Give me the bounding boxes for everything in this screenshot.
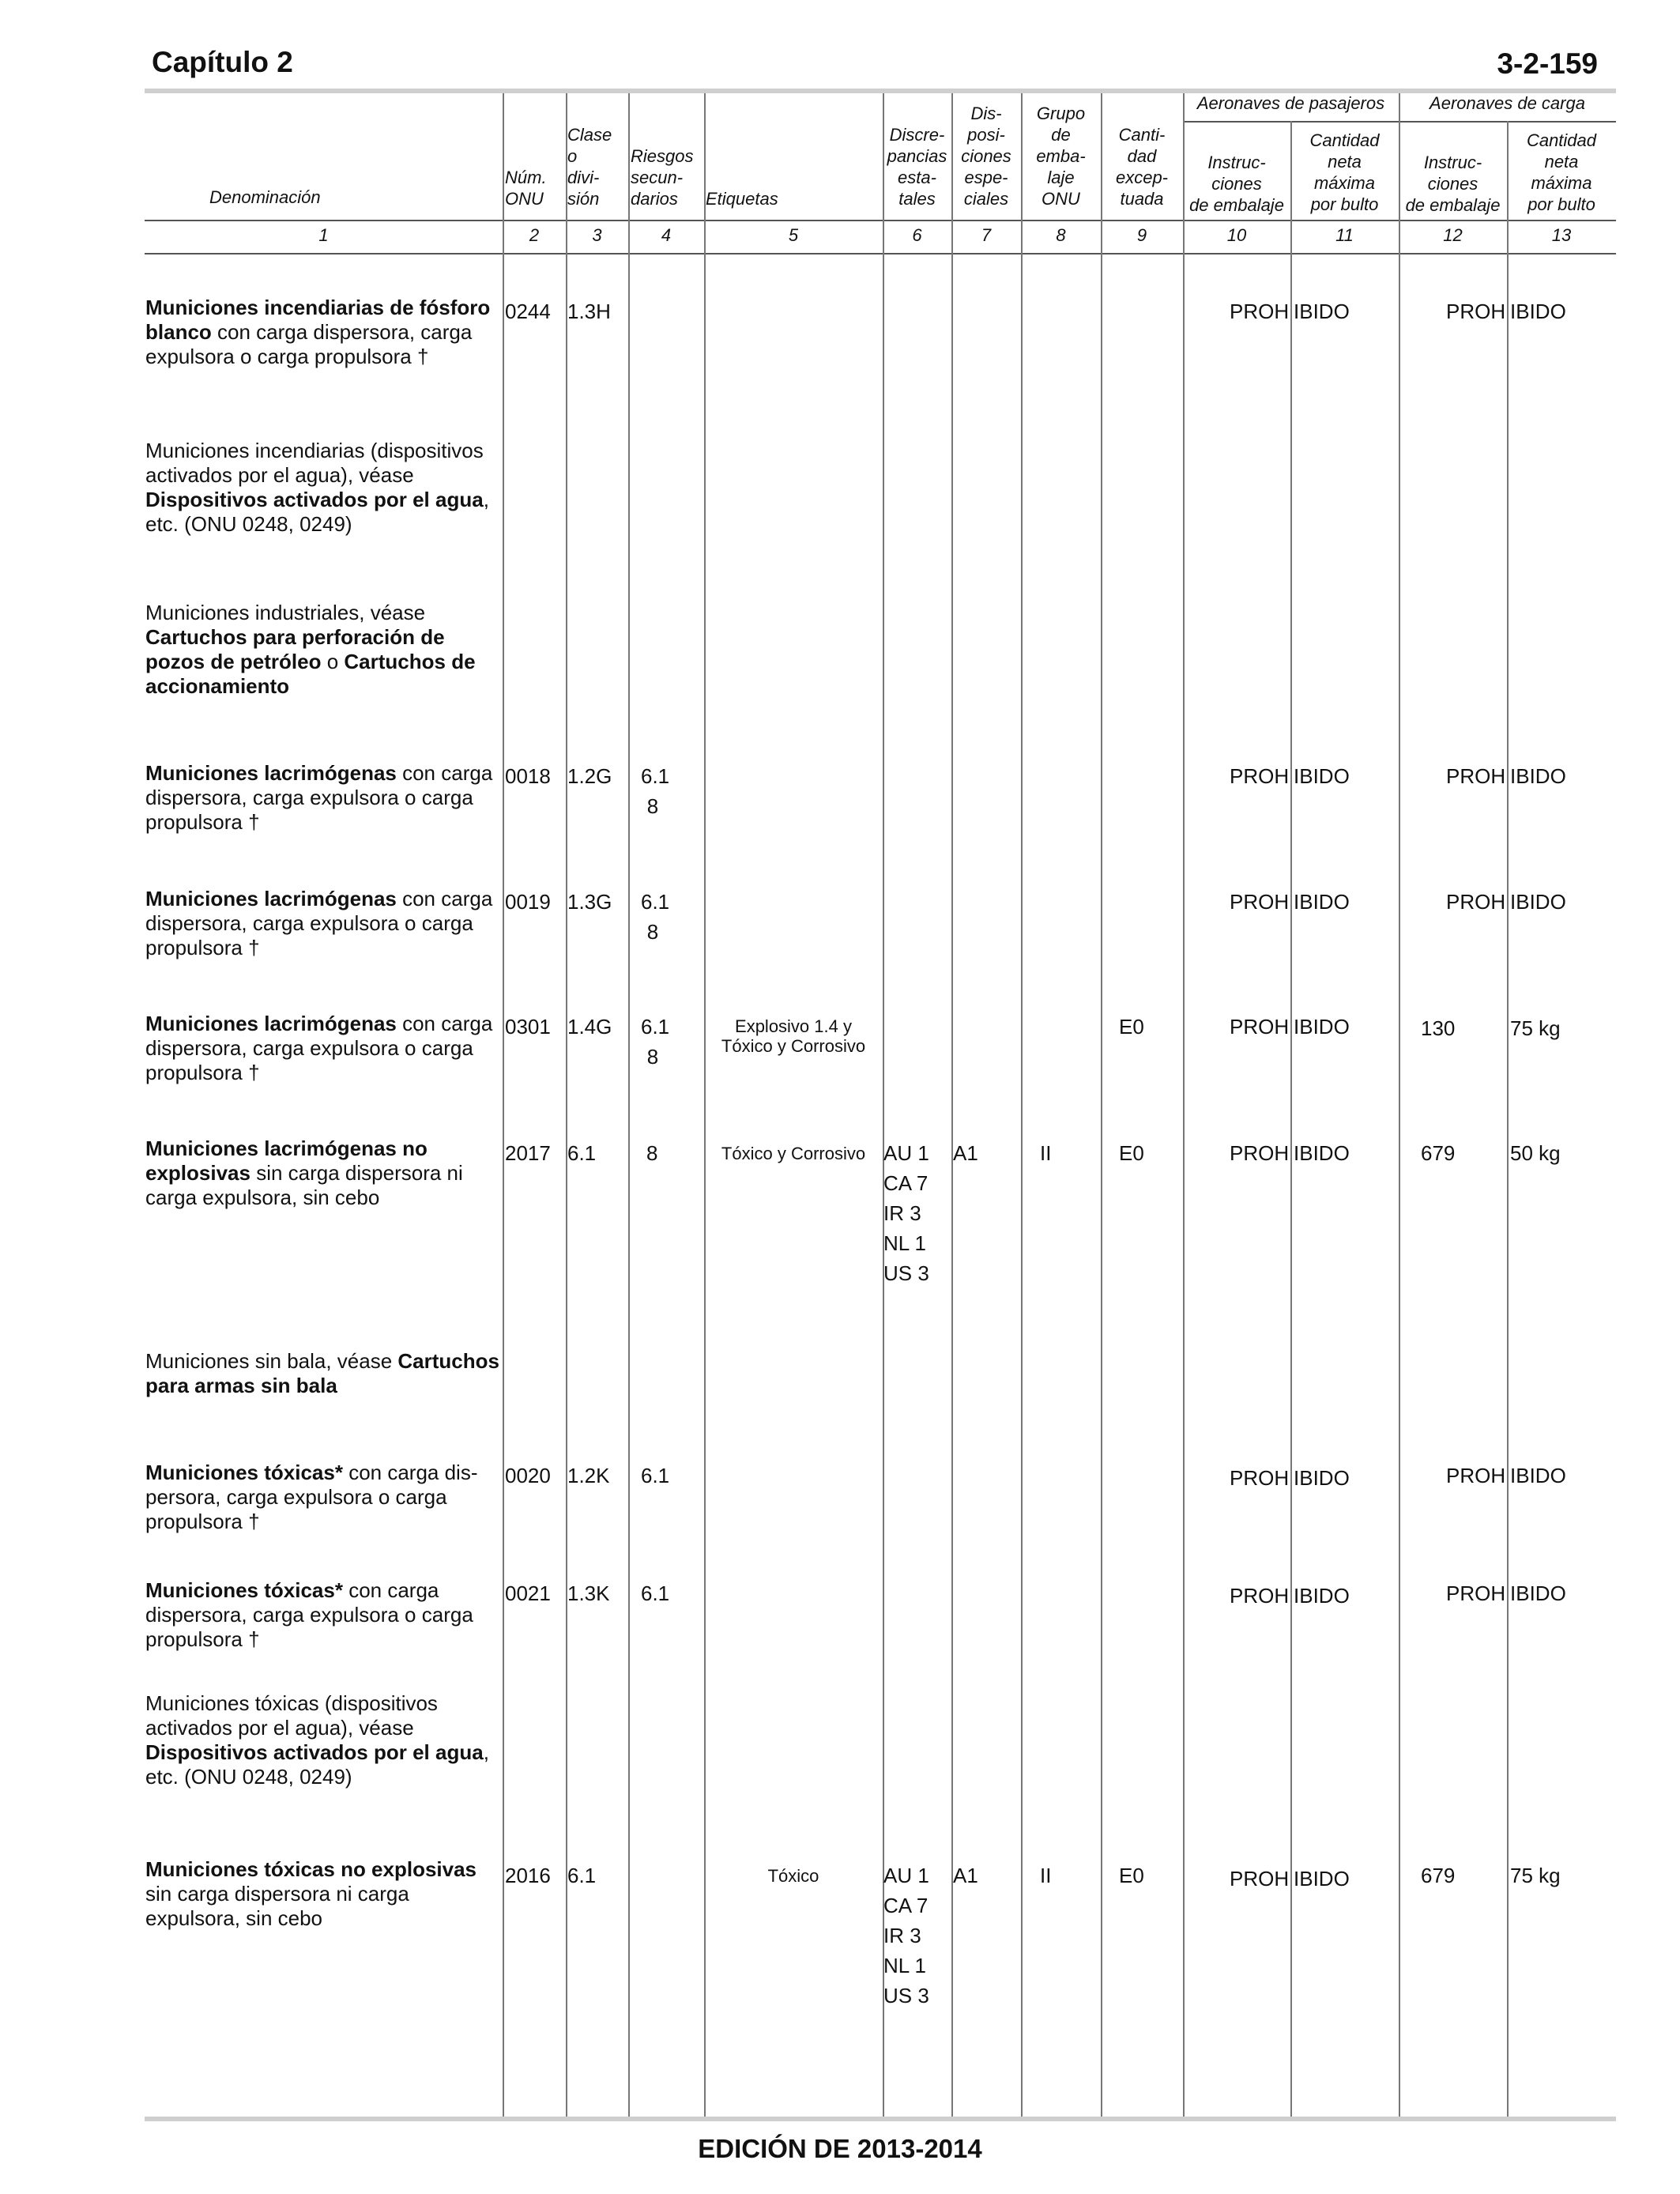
col-number: 10 xyxy=(1226,225,1247,245)
class-division: 1.4G xyxy=(567,1015,612,1039)
cargo-max-quantity: 75 kg xyxy=(1510,1016,1561,1040)
special-provisions: A1 xyxy=(953,1141,978,1165)
cargo-prohibited: IBIDO xyxy=(1510,890,1566,914)
cargo-prohibited: IBIDO xyxy=(1510,764,1566,788)
subsidiary-risks: 6.1 xyxy=(641,1464,670,1487)
pax-prohibited: PROH xyxy=(1230,1015,1290,1039)
excepted-quantity: E0 xyxy=(1119,1015,1144,1039)
hazard-labels: Explosivo 1.4 y Tóxico y Corrosivo xyxy=(721,1016,866,1056)
packing-group: II xyxy=(1040,1141,1052,1165)
un-number: 0021 xyxy=(505,1581,551,1605)
subsidiary-risks: 6.1 8 xyxy=(641,1015,670,1069)
entry-denomination: Municiones incendiarias de fósforo blanco con carga dispersora, carga expulsora o carga propulsora † xyxy=(145,296,491,368)
hazard-labels: Tóxico xyxy=(767,1866,819,1886)
entry-denomination: Municiones lacrimógenas con carga dispersora, carga expulsora o carga propulsora † xyxy=(145,887,493,959)
cargo-prohibited: PROH xyxy=(1446,764,1506,788)
cargo-packing-instruction: 679 xyxy=(1421,1864,1456,1887)
class-division: 1.3H xyxy=(567,300,611,323)
column-line xyxy=(704,93,706,2117)
cross-reference-entry: Municiones tóxicas (dispositivos activados por el agua), véase Dispositivos activados por el agua, etc. (ONU 0248, 0249) xyxy=(145,1691,489,1789)
col-header-excepted-quantity: Canti- dad excep- tuada xyxy=(1115,125,1169,209)
un-number: 0018 xyxy=(505,764,551,788)
class-division: 1.3K xyxy=(567,1581,610,1605)
pax-prohibited: IBIDO xyxy=(1294,1141,1350,1165)
pax-prohibited: PROH xyxy=(1230,1584,1290,1608)
col-header-packing-group: Grupo de emba- laje ONU xyxy=(1036,104,1086,209)
column-line xyxy=(951,93,953,2117)
cargo-prohibited: PROH xyxy=(1446,1464,1506,1487)
pax-prohibited: IBIDO xyxy=(1294,890,1350,914)
col-number: 13 xyxy=(1551,225,1572,245)
pax-prohibited: IBIDO xyxy=(1294,1466,1350,1490)
class-division: 1.3G xyxy=(567,890,612,914)
pax-prohibited: IBIDO xyxy=(1294,300,1350,323)
cargo-prohibited: IBIDO xyxy=(1510,300,1566,323)
un-number: 0020 xyxy=(505,1464,551,1487)
cargo-prohibited: PROH xyxy=(1446,1581,1506,1605)
col-number: 9 xyxy=(1136,225,1147,245)
excepted-quantity: E0 xyxy=(1119,1141,1144,1165)
cargo-max-quantity: 50 kg xyxy=(1510,1141,1561,1165)
entry-denomination: Municiones lacrimógenas con carga dispersora, carga expulsora o carga propulsora † xyxy=(145,1012,493,1084)
col-number: 2 xyxy=(529,225,540,245)
class-division: 6.1 xyxy=(567,1864,597,1887)
hazard-labels: Tóxico y Corrosivo xyxy=(721,1144,866,1163)
pax-prohibited: PROH xyxy=(1230,300,1290,323)
cross-reference-entry: Municiones sin bala, véase Cartuchos para armas sin bala xyxy=(145,1349,499,1397)
pax-prohibited: PROH xyxy=(1230,1867,1290,1891)
col-header-cargo-packing-instructions: Instruc- ciones de embalaje xyxy=(1405,153,1501,215)
cargo-max-quantity: 75 kg xyxy=(1510,1864,1561,1887)
col-number: 7 xyxy=(981,225,992,245)
column-line xyxy=(503,93,504,2117)
cargo-prohibited: IBIDO xyxy=(1510,1464,1566,1487)
entry-denomination: Municiones tóxicas* con carga dispersora, carga expulsora o carga propulsora † xyxy=(145,1578,473,1651)
excepted-quantity: E0 xyxy=(1119,1864,1144,1887)
cargo-packing-instruction: 679 xyxy=(1421,1141,1456,1165)
chapter-title: Capítulo 2 xyxy=(152,46,293,78)
col-header-state-variations: Discre- pancias esta- tales xyxy=(887,125,947,209)
col-number: 8 xyxy=(1056,225,1066,245)
packing-group: II xyxy=(1040,1864,1052,1887)
column-line xyxy=(1183,93,1185,2117)
column-line xyxy=(628,93,630,2117)
col-header-class: Clase o divi- sión xyxy=(567,125,612,209)
col-header-special-provisions: Dis- posi- ciones espe- ciales xyxy=(961,104,1011,209)
pax-prohibited: IBIDO xyxy=(1294,1015,1350,1039)
col-header-denominacion: Denominación xyxy=(209,187,321,207)
subsidiary-risks: 6.1 8 xyxy=(641,890,670,944)
pax-prohibited: IBIDO xyxy=(1294,1584,1350,1608)
entry-denomination: Municiones lacrimógenas no explosivas sin carga dispersora ni carga expulsora, sin cebo xyxy=(145,1137,463,1209)
col-header-pax-packing-instructions: Instruc- ciones de embalaje xyxy=(1189,153,1284,215)
col-header-subsidiary-risks: Riesgos secun- darios xyxy=(631,146,694,209)
entry-denomination: Municiones lacrimógenas con carga dispersora, carga expulsora o carga propulsora † xyxy=(145,761,493,834)
pax-prohibited: PROH xyxy=(1230,890,1290,914)
subsidiary-risks: 6.1 8 xyxy=(641,764,670,818)
un-number: 0301 xyxy=(505,1015,551,1039)
pax-prohibited: IBIDO xyxy=(1294,764,1350,788)
column-line xyxy=(1507,121,1509,2117)
column-line xyxy=(883,93,884,2117)
state-variations: AU 1 CA 7 IR 3 NL 1 US 3 xyxy=(883,1864,929,2007)
header-divider xyxy=(145,220,1616,221)
col-number: 1 xyxy=(318,225,329,245)
cargo-packing-instruction: 130 xyxy=(1421,1016,1456,1040)
cargo-prohibited: PROH xyxy=(1446,300,1506,323)
subsidiary-risks: 8 xyxy=(646,1141,658,1165)
cargo-prohibited: PROH xyxy=(1446,890,1506,914)
un-number: 0019 xyxy=(505,890,551,914)
pax-prohibited: PROH xyxy=(1230,1141,1290,1165)
col-header-passenger-aircraft: Aeronaves de pasajeros xyxy=(1196,93,1385,113)
col-header-pax-max-net-quantity: Cantidad neta máxima por bulto xyxy=(1309,130,1380,214)
cross-reference-entry: Municiones industriales, véase Cartuchos para perforación de pozos de petróleo o Cartuchos de accionamiento xyxy=(145,601,476,698)
number-row-divider xyxy=(145,253,1616,254)
col-number: 12 xyxy=(1443,225,1463,245)
col-number: 3 xyxy=(592,225,602,245)
column-line xyxy=(1021,93,1023,2117)
class-division: 6.1 xyxy=(567,1141,597,1165)
un-number: 2016 xyxy=(505,1864,551,1887)
pax-prohibited: PROH xyxy=(1230,764,1290,788)
bottom-rule xyxy=(145,2117,1616,2121)
col-number: 5 xyxy=(788,225,799,245)
col-header-cargo-max-net-quantity: Cantidad neta máxima por bulto xyxy=(1526,130,1597,214)
class-division: 1.2K xyxy=(567,1464,610,1487)
column-line xyxy=(1290,121,1292,2117)
col-number: 4 xyxy=(661,225,672,245)
col-number: 6 xyxy=(912,225,922,245)
col-header-un-number: Núm. ONU xyxy=(505,168,547,209)
subsidiary-risks: 6.1 xyxy=(641,1581,670,1605)
cross-reference-entry: Municiones incendiarias (dispositivos activados por el agua), véase Dispositivos activados por el agua, etc. (ONU 0248, 0249) xyxy=(145,439,489,536)
column-line xyxy=(1101,93,1102,2117)
column-line xyxy=(1399,93,1400,2117)
entry-denomination: Municiones tóxicas* con carga dis-persora, carga expulsora o carga propulsora † xyxy=(145,1461,478,1533)
special-provisions: A1 xyxy=(953,1864,978,1887)
column-line xyxy=(566,93,567,2117)
col-header-cargo-aircraft: Aeronaves de carga xyxy=(1430,93,1585,113)
entry-denomination: Municiones tóxicas no explosivas sin carga dispersora ni carga expulsora, sin cebo xyxy=(145,1857,477,1930)
state-variations: AU 1 CA 7 IR 3 NL 1 US 3 xyxy=(883,1141,929,1285)
col-header-labels: Etiquetas xyxy=(706,189,778,209)
un-number: 2017 xyxy=(505,1141,551,1165)
edition-footer: EDICIÓN DE 2013-2014 xyxy=(698,2134,982,2163)
col-number: 11 xyxy=(1335,225,1354,245)
cargo-prohibited: IBIDO xyxy=(1510,1581,1566,1605)
un-number: 0244 xyxy=(505,300,551,323)
pax-prohibited: PROH xyxy=(1230,1466,1290,1490)
pax-prohibited: IBIDO xyxy=(1294,1867,1350,1891)
page-number: 3-2-159 xyxy=(1497,47,1598,80)
class-division: 1.2G xyxy=(567,764,612,788)
